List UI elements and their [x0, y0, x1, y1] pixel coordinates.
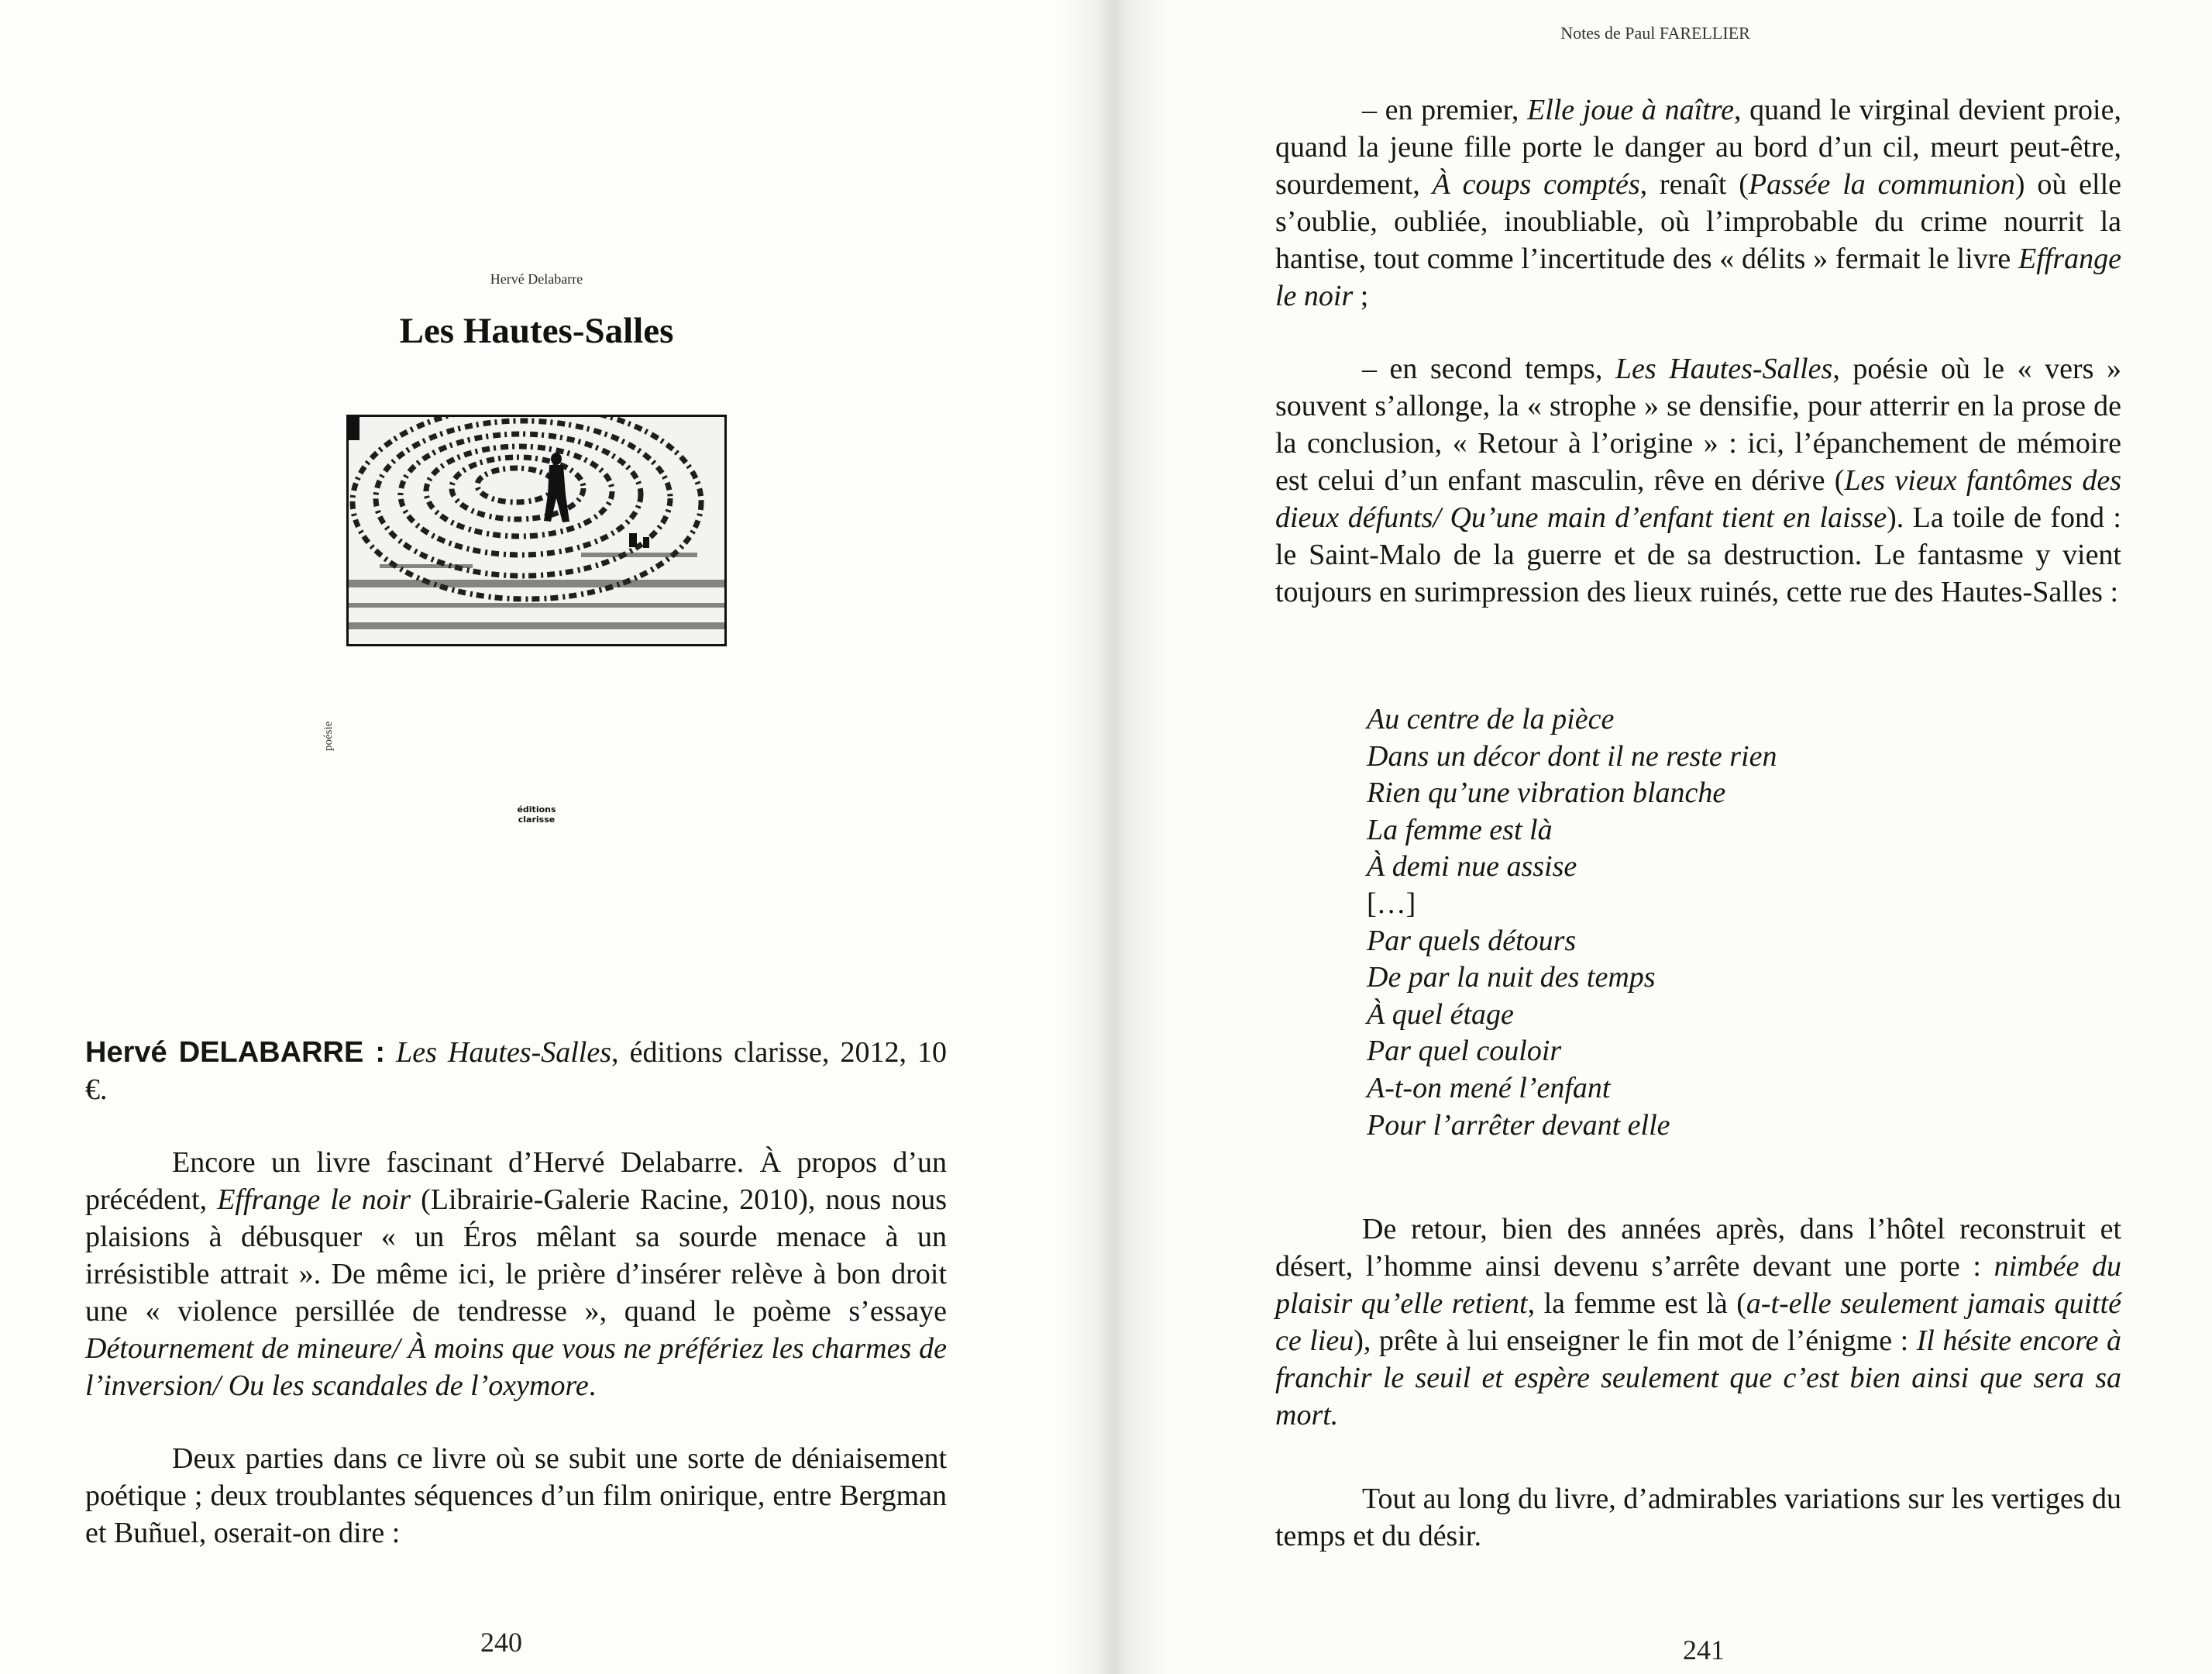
p3-italic-2: a-t-elle seulement jamais quitté ce lieu — [1275, 1287, 2121, 1357]
paragraph-second-part — [1275, 350, 2121, 611]
p2-italic-1: Les Hautes-Salles — [1615, 353, 1833, 385]
review-paragraph-1 — [85, 1144, 947, 1404]
poem-line: A-t-on mené l’enfant — [1367, 1071, 1611, 1104]
poem-line: Par quel couloir — [1367, 1035, 1562, 1068]
poem-line: À demi nue assise — [1367, 850, 1577, 884]
cover-author: Hervé Delabarre — [490, 271, 583, 287]
p1-text-d: ) où elle s’oublie, oubliée, inoubliable, où l’improbable du crime nourrit la hantise, tout comme l’incertitude des « délits » fermait le livre — [1275, 168, 2122, 275]
p3-text-a: De retour, bien des années après, dans l’hôtel reconstruit et désert, l’homme ainsi devenu s’arrête devant une porte : — [1275, 1213, 2121, 1283]
p1-italic-1: Elle joue à naître — [1526, 94, 1734, 126]
p3-text-b: , la femme est là ( — [1527, 1287, 1746, 1320]
publisher-line-1: éditions — [517, 804, 556, 815]
poem-line: À quel étage — [1367, 997, 1514, 1031]
page-number-right: 241 — [1683, 1634, 1725, 1665]
p1-italic-2: À coups comptés — [1432, 168, 1640, 201]
review-p1-text-b: (Librairie-Galerie Racine, 2010), nous nous plaisions à débusquer « un Éros mêlant sa sourde menace à un irrésistible attrait ». De même ici, le prière d’insérer relève à bon droit une « violence persillée de tendresse », quand le poème s’essaye — [85, 1183, 947, 1328]
review-p1-quote: Détournement de mineure/ À moins que vous ne préfériez les charmes de l’inversion/ Ou les scandales de l’oxymore — [85, 1332, 947, 1402]
review-p1-title: Effrange le noir — [217, 1183, 411, 1216]
poem-line: La femme est là — [1367, 813, 1553, 846]
p1-italic-3: Passée la communion — [1748, 168, 2015, 201]
p1-text-e: ; — [1353, 280, 1369, 312]
poem-line: Rien qu’une vibration blanche — [1367, 777, 1726, 810]
p3-italic-3: Il hésite encore à franchir le seuil et espère seulement que c’est bien ainsi que sera sa mort. — [1275, 1324, 2121, 1431]
poem-line: Pour l’arrêter devant elle — [1367, 1108, 1670, 1142]
p2-italic-2: Les vieux fantômes des dieux défunts/ Qu’une main d’enfant tient en laisse — [1275, 464, 2121, 534]
running-head: Notes de Paul FARELLIER — [1560, 23, 1750, 43]
review-p1-text-a: Encore un livre fascinant d’Hervé Delabarre. À propos d’un précédent, — [85, 1146, 947, 1216]
review-book-details: , éditions clarisse, 2012, 10 €. — [85, 1036, 947, 1106]
cover-title: Les Hautes-Salles — [399, 311, 674, 351]
right-page — [1099, 0, 2212, 1674]
publisher-line-2: clarisse — [518, 815, 556, 825]
review-paragraph-2: Deux parties dans ce livre où se subit une sorte de déniaisement poétique ; deux troublantes séquences d’un film onirique, entre Bergman et Buñuel, oserait-on dire : — [85, 1442, 947, 1549]
poem-line: De par la nuit des temps — [1367, 961, 1656, 994]
poem-ellipsis: […] — [1367, 887, 1416, 920]
cover-photo — [346, 415, 727, 646]
review-book-title: Les Hautes-Salles — [396, 1036, 612, 1069]
poem-line: Au centre de la pièce — [1367, 703, 1615, 735]
left-page — [0, 0, 1099, 1674]
paragraph-first-part — [1275, 91, 2121, 315]
p1-italic-4: Effrange le noir — [1275, 243, 2121, 312]
review-heading — [85, 1034, 947, 1108]
paragraph-closing: Tout au long du livre, d’admirables variations sur les vertiges du temps et du désir. — [1275, 1483, 2121, 1552]
p3-text-c: ), prête à lui enseigner le fin mot de l’énigme : — [1354, 1324, 1917, 1357]
poem-line: Dans un décor dont il ne reste rien — [1367, 739, 1777, 773]
labyrinth-photo-image — [349, 417, 724, 644]
p1-text-b: , quand le virginal devient proie, quand la jeune fille porte le danger au bord d’un cil, meurt peut-être, sourdement, — [1275, 94, 2121, 201]
cover-genre-text: poésie — [322, 721, 335, 751]
review-text — [85, 1034, 947, 1552]
p2-text-a: – en second temps, — [1362, 353, 1615, 385]
section-conclusion — [1275, 1211, 2121, 1555]
poem-excerpt — [1367, 701, 2064, 1144]
p2-text-b: , poésie où le « vers » souvent s’allonge, la « strophe » se densifie, pour atterrir en la prose de la conclusion, « Retour à l’origine » : ici, l’épanchement de mémoire est celui d’un enfant masculin, rêve en dérive ( — [1275, 353, 2122, 497]
p2-text-c: ). La toile de fond : le Saint-Malo de la guerre et de sa destruction. Le fantasme y vient toujours en surimpression des lieux ruinés, cette rue des Hautes-Salles : — [1275, 501, 2121, 608]
poem-line: Par quels détours — [1367, 924, 1577, 957]
paragraph-return — [1275, 1211, 2121, 1434]
p1-text-c: , renaît ( — [1639, 168, 1749, 201]
section-first-part — [1275, 91, 2121, 611]
cover-publisher — [504, 804, 569, 825]
p3-italic-1: nimbée du plaisir qu’elle retient — [1275, 1250, 2121, 1320]
cover-genre-label — [322, 721, 353, 779]
p1-text-a: – en premier, — [1362, 94, 1527, 126]
review-author: Hervé DELABARRE : — [85, 1036, 386, 1069]
page-number-left: 240 — [480, 1627, 522, 1658]
review-p1-end: . — [588, 1369, 597, 1402]
